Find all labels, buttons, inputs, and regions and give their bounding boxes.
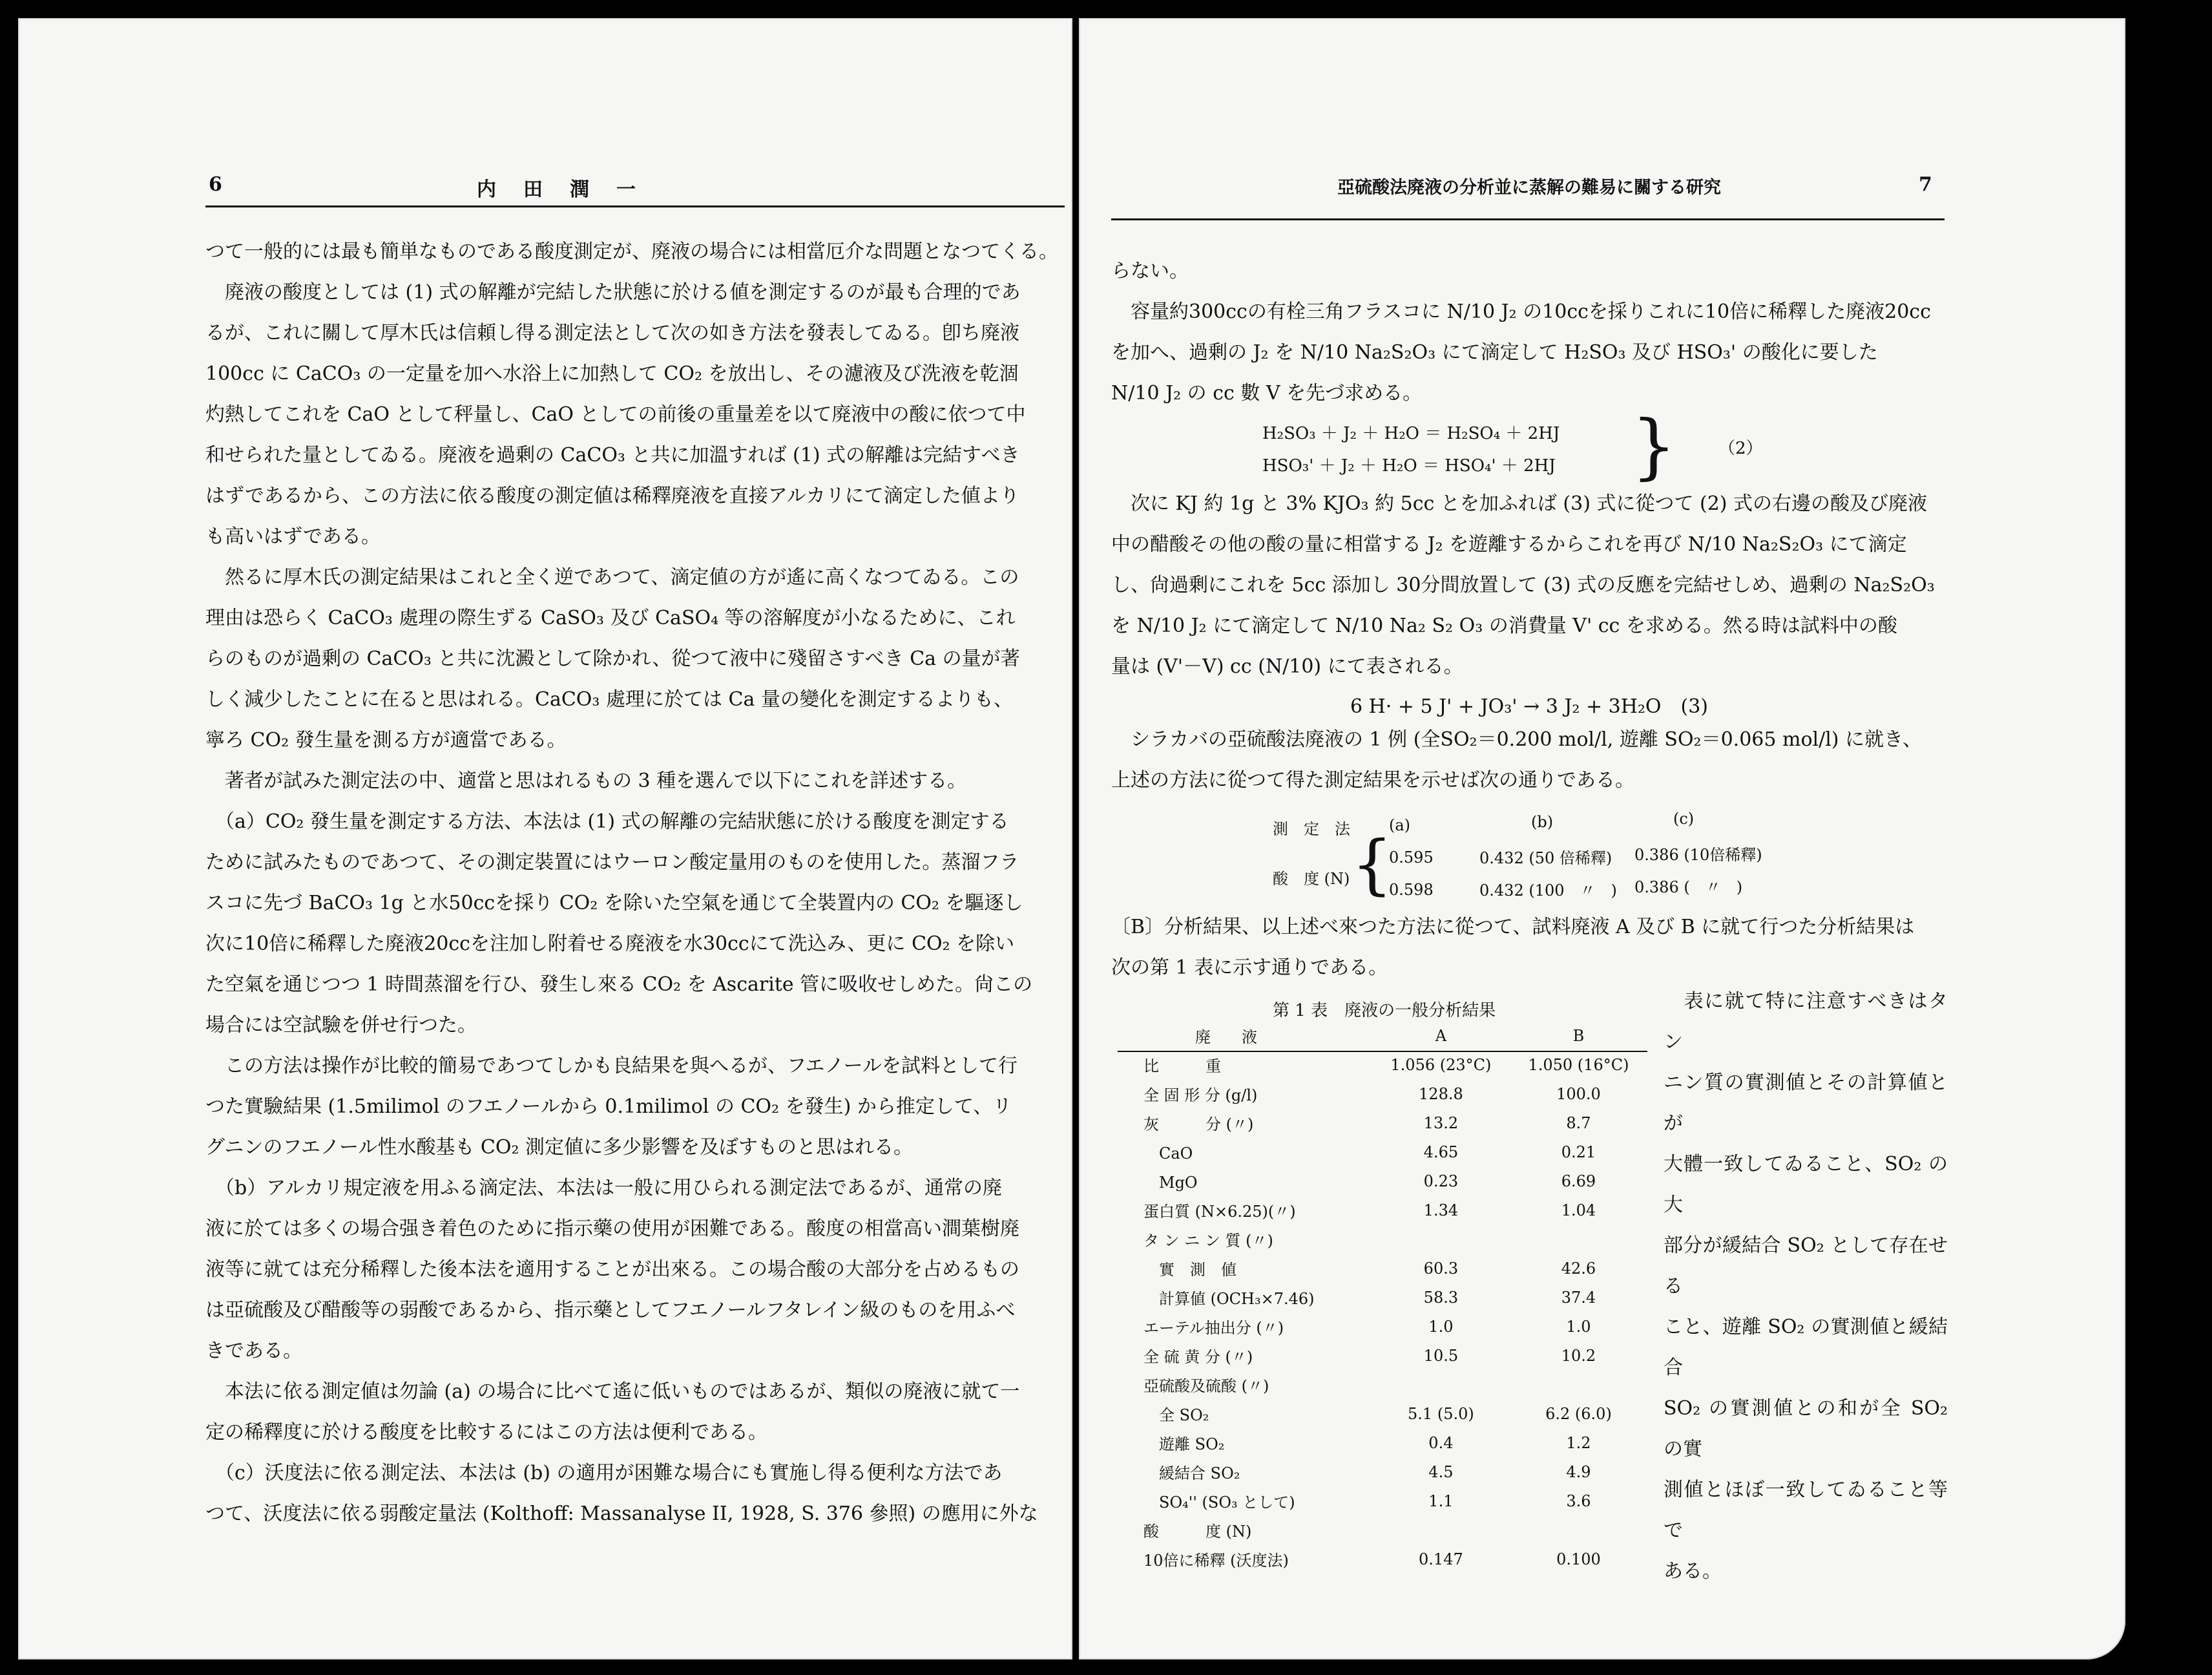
table-row — [1118, 1254, 1647, 1283]
table-row-label: 計算値 (OCH₃×7.46) — [1143, 1290, 1315, 1308]
table-cell: 13.2 — [1423, 1113, 1459, 1132]
table-row — [1118, 1341, 1647, 1370]
table-row — [1118, 1515, 1647, 1544]
table-row-label: 亞硫酸及硫酸 (〃) — [1143, 1377, 1269, 1395]
table-cell: 1.050 (16°C) — [1528, 1055, 1629, 1074]
table-cell: 6.2 (6.0) — [1545, 1404, 1612, 1423]
measurement-r1-c: 0.386 (10倍稀釋) — [1634, 846, 1762, 864]
right-body-text-mid — [1111, 483, 1945, 687]
table-cell: 100.0 — [1556, 1084, 1601, 1103]
table-cell — [1510, 1515, 1647, 1544]
right-mid-line: 中の醋酸その他の酸の量に相當する J₂ を遊離するからこれを再び N/10 Na₂S₂O₃ にて滴定 — [1111, 533, 1907, 556]
measurement-r1-b: 0.432 (50 倍稀釋) — [1479, 849, 1612, 867]
table-row — [1118, 1544, 1647, 1574]
table-cell: 1.2 — [1566, 1433, 1591, 1452]
left-body-line: つた實驗結果 (1.5milimol のフエノールから 0.1milimol の CO₂ を發生) から推定して、リ — [205, 1095, 1012, 1118]
left-body-line: るが、これに關して厚木氏は信頼し得る測定法として次の如き方法を發表してゐる。卽ち廃液 — [205, 322, 1019, 344]
left-body-line: 然るに厚木氏の測定結果はこれと全く逆であつて、滴定値の方が遙に高くなつてゐる。この — [205, 566, 1019, 589]
table-row-label: 實 測 値 — [1143, 1261, 1236, 1279]
table-header-cell: 廃 液 — [1195, 1028, 1257, 1046]
measurement-r2-a: 0.598 — [1389, 881, 1434, 899]
table-cell — [1510, 1370, 1647, 1399]
left-body-line: グニンのフエノール性水酸基も CO₂ 測定値に多少影響を及ぼすものと思はれる。 — [205, 1136, 913, 1159]
right-mid-line: を N/10 J₂ にて滴定して N/10 Na₂ S₂ O₃ の消費量 V' cc を求める。然る時は試料中の酸 — [1111, 615, 1897, 637]
table-row — [1118, 1370, 1647, 1399]
table-row-label: 緩結合 SO₂ — [1143, 1464, 1240, 1482]
table-cell: 5.1 (5.0) — [1408, 1404, 1474, 1423]
left-body-text — [205, 231, 1065, 1534]
right-page-number: 7 — [1919, 173, 1932, 196]
table-cell: 0.4 — [1428, 1433, 1454, 1452]
table-row — [1118, 1108, 1647, 1137]
table-header-cell: B — [1572, 1026, 1585, 1045]
table-cell: 10.5 — [1423, 1346, 1459, 1365]
measurement-col-a: (a) — [1389, 816, 1411, 834]
table-row — [1118, 1137, 1647, 1166]
right-body-text-result — [1111, 907, 1945, 988]
right-body-text-sample — [1111, 719, 1945, 801]
left-body-line: は亞硫酸及び醋酸等の弱酸であるから、指示藥としてフエノールフタレイン級のものを用ふべ — [205, 1299, 1016, 1322]
left-body-line: （a）CO₂ 發生量を測定する方法、本法は (1) 式の解離の完結狀態に於ける酸度を測定する — [205, 810, 1009, 833]
left-body-line: た空氣を通じつつ 1 時間蒸溜を行ひ、發生し來る CO₂ を Ascarite 管に吸收せしめた。尙この — [205, 973, 1033, 996]
table-row-label: 灰 分 (〃) — [1143, 1115, 1254, 1133]
table-cell: 3.6 — [1566, 1491, 1591, 1510]
table-cell: 4.65 — [1423, 1143, 1459, 1161]
measurement-r2-c: 0.386 ( 〃 ) — [1634, 878, 1743, 896]
table-cell: 0.100 — [1556, 1550, 1601, 1568]
equation-2-brace: } — [1631, 405, 1676, 487]
table-cell: 4.9 — [1566, 1462, 1591, 1481]
left-body-line: 液等に就ては充分稀釋した後本法を適用することが出來る。この場合酸の大部分を占めるもの — [205, 1258, 1019, 1281]
table-row-label: MgO — [1143, 1174, 1198, 1192]
table-header-cell: A — [1435, 1026, 1447, 1045]
left-body-line: つて、沃度法に依る弱酸定量法 (Kolthoff: Massanalyse II, 1928, S. 376 參照) の應用に外な — [205, 1502, 1038, 1525]
table-row — [1118, 1312, 1647, 1341]
table-side-note — [1664, 981, 1948, 1592]
left-body-line: 次に10倍に稀釋した廃液20ccを注加し附着せる廃液を水30ccにて洗込み、更に CO₂ を除い — [205, 932, 1015, 955]
right-mid-line: し、尙過剰にこれを 5cc 添加し 30分間放置して (3) 式の反應を完結せしめ、過剰の Na₂S₂O₃ — [1111, 574, 1935, 596]
table-row-label: 全 固 形 分 (g/l) — [1143, 1086, 1258, 1104]
right-top-line: N/10 J₂ の cc 數 V を先づ求める。 — [1111, 382, 1423, 405]
table-row — [1118, 1428, 1647, 1457]
right-body-text-top — [1111, 251, 1945, 414]
measurement-col-c: (c) — [1673, 810, 1695, 828]
left-body-line: （c）沃度法に依る測定法、本法は (b) の適用が困難な場合にも實施し得る便利な方法であ — [205, 1462, 1003, 1484]
side-note-line: 表に就て特に注意すべきはタン — [1664, 990, 1948, 1053]
left-body-line: 定の稀釋度に於ける酸度を比較するにはこの方法は便利である。 — [205, 1421, 767, 1444]
table-cell: 128.8 — [1419, 1084, 1463, 1103]
left-body-line: きである。 — [205, 1340, 302, 1362]
right-top-line: 容量約300ccの有栓三角フラスコに N/10 J₂ の10ccを採りこれに10倍に稀釋した廃液20cc — [1111, 300, 1931, 323]
right-result-line: 〔B〕分析結果、以上述べ來つた方法に從つて、試料廃液 A 及び B に就て行つた分析結果は — [1111, 916, 1915, 938]
table-header-row — [1118, 1021, 1647, 1050]
left-body-line: ために試みたものであつて、その測定裝置にはウーロン酸定量用のものを使用した。蒸溜フラ — [205, 851, 1019, 874]
left-running-header: 内 田 潤 一 — [477, 178, 640, 201]
side-note-line: 大體一致してゐること、SO₂ の大 — [1664, 1153, 1948, 1216]
left-body-line: 廃液の酸度としては (1) 式の解離が完結した狀態に於ける値を測定するのが最も合理的であ — [205, 281, 1021, 304]
right-top-line: らない。 — [1111, 260, 1189, 282]
table-cell: 8.7 — [1566, 1113, 1591, 1132]
table-row — [1118, 1196, 1647, 1225]
side-note-line: ある。 — [1664, 1560, 1722, 1583]
table-row — [1118, 1166, 1647, 1196]
left-body-line: 本法に依る測定値は勿論 (a) の場合に比べて遙に低いものではあるが、類似の廃液に就て一 — [205, 1380, 1020, 1403]
measurement-acid-label: 酸 度 (N) — [1273, 870, 1350, 888]
table-cell: 1.0 — [1428, 1317, 1454, 1336]
table-cell: 6.69 — [1561, 1172, 1596, 1190]
side-note-line: 部分が緩結合 SO₂ として存在せる — [1664, 1234, 1948, 1298]
measurement-brace: { — [1351, 827, 1393, 902]
table-row-label: タ ン ニ ン 質 (〃) — [1143, 1232, 1273, 1250]
left-page-number: 6 — [209, 173, 222, 196]
right-result-line: 次の第 1 表に示す通りである。 — [1111, 956, 1388, 979]
equation-3: 6 H· + 5 J' + JO₃' → 3 J₂ + 3H₂O (3) — [1350, 695, 1708, 718]
left-body-line: しく減少したことに在ると思はれる。CaCO₃ 處理に於ては Ca 量の變化を測定するよりも、 — [205, 688, 1013, 711]
left-body-line: はずであるから、この方法に依る酸度の測定値は稀釋廃液を直接アルカリにて滴定した値より — [205, 485, 1019, 507]
table-cell — [1372, 1515, 1510, 1544]
left-header-rule — [205, 205, 1065, 207]
analysis-table — [1118, 1021, 1647, 1574]
left-body-line: 液に於ては多くの場合强き着色のために指示藥の使用が困難である。酸度の相當高い澗葉樹廃 — [205, 1217, 1019, 1240]
left-body-line: この方法は操作が比較的簡易であつてしかも良結果を與へるが、フエノールを試料として行 — [205, 1055, 1017, 1077]
measurement-r2-b: 0.432 (100 〃 ) — [1479, 881, 1617, 900]
table-row-label: 10倍に稀釋 (沃度法) — [1143, 1552, 1289, 1570]
table-cell — [1510, 1225, 1647, 1254]
left-body-line: 寧ろ CO₂ 發生量を測る方が適當である。 — [205, 729, 567, 752]
right-mid-line: 次に KJ 約 1g と 3% KJO₃ 約 5cc とを加ふれば (3) 式に從つて (2) 式の右邊の酸及び廃液 — [1111, 492, 1928, 515]
measurement-method-label: 測 定 法 — [1273, 820, 1350, 838]
table-row — [1118, 1486, 1647, 1515]
side-note-line: ニン質の實測値とその計算値とが — [1664, 1071, 1948, 1135]
right-header-rule — [1111, 218, 1945, 220]
right-mid-line: 量は (V'－V) cc (N/10) にて表される。 — [1111, 655, 1463, 678]
equation-2-line-2: HSO₃' ＋ J₂ ＋ H₂O ＝ HSO₄' ＋ 2HJ — [1262, 456, 1556, 476]
table-cell: 1.04 — [1561, 1201, 1596, 1219]
table-cell — [1372, 1225, 1510, 1254]
side-note-line: 測値とほぼ一致してゐること等で — [1664, 1479, 1948, 1542]
table-title: 第 1 表 廃液の一般分析結果 — [1273, 1001, 1496, 1020]
table-cell: 60.3 — [1423, 1259, 1459, 1278]
left-body-line: らのものが過剰の CaCO₃ と共に沈澱として除かれ、從つて液中に殘留さすべき Ca の量が著 — [205, 648, 1020, 670]
table-cell: 10.2 — [1561, 1346, 1596, 1365]
table-row — [1118, 1283, 1647, 1312]
left-body-line: 100cc に CaCO₃ の一定量を加へ水浴上に加熱して CO₂ を放出し、その濾液及び洗液を乾涸 — [205, 363, 1019, 385]
table-row-label: 遊離 SO₂ — [1143, 1435, 1225, 1453]
side-note-line: こと、遊離 SO₂ の實測値と緩結合 — [1664, 1316, 1948, 1379]
right-top-line: を加へ、過剰の J₂ を N/10 Na₂S₂O₃ にて滴定して H₂SO₃ 及び HSO₃' の酸化に要した — [1111, 341, 1878, 364]
table-cell: 0.147 — [1419, 1550, 1463, 1568]
measurement-r1-a: 0.595 — [1389, 848, 1434, 867]
table-cell: 37.4 — [1561, 1288, 1596, 1307]
table-cell: 42.6 — [1561, 1259, 1596, 1278]
right-sample-line: シラカバの亞硫酸法廃液の 1 例 (全SO₂＝0.200 mol/l, 遊離 SO₂＝0.065 mol/l) に就き、 — [1111, 728, 1922, 751]
right-page — [1079, 18, 2125, 1659]
table-cell: 1.056 (23°C) — [1390, 1055, 1492, 1074]
left-body-line: も高いはずである。 — [205, 525, 381, 548]
table-row-label: 比 重 — [1143, 1057, 1221, 1075]
table-cell: 1.0 — [1566, 1317, 1591, 1336]
table-row — [1118, 1399, 1647, 1428]
table-row — [1118, 1050, 1647, 1079]
left-body-line: （b）アルカリ規定液を用ふる滴定法、本法は一般に用ひられる測定法であるが、通常の廃 — [205, 1177, 1003, 1199]
table-row-label: 全 SO₂ — [1143, 1406, 1209, 1424]
table-cell: 4.5 — [1428, 1462, 1454, 1481]
left-body-line: 灼熱してこれを CaO として秤量し、CaO としての前後の重量差を以て廃液中の酸に依つて中 — [205, 403, 1026, 426]
table-row-label: 全 硫 黄 分 (〃) — [1143, 1348, 1253, 1366]
left-body-line: つて一般的には最も簡単なものである酸度測定が、廃液の場合には相當厄介な問題となつてくる。 — [205, 240, 1058, 263]
equation-2-label: （2） — [1718, 439, 1763, 458]
table-cell: 58.3 — [1423, 1288, 1459, 1307]
table-cell — [1372, 1370, 1510, 1399]
table-cell: 0.21 — [1561, 1143, 1596, 1161]
equation-2-line-1: H₂SO₃ ＋ J₂ ＋ H₂O ＝ H₂SO₄ ＋ 2HJ — [1262, 424, 1560, 443]
table-row-label: 酸 度 (N) — [1143, 1522, 1252, 1541]
side-note-line: SO₂ の實測値との和が全 SO₂ の實 — [1664, 1397, 1948, 1460]
left-page — [18, 18, 1072, 1659]
table-cell: 1.34 — [1423, 1201, 1459, 1219]
left-body-line: 著者が試みた測定法の中、適當と思はれるもの 3 種を選んで以下にこれを詳述する。 — [205, 770, 967, 792]
left-body-line: 理由は恐らく CaCO₃ 處理の際生ずる CaSO₃ 及び CaSO₄ 等の溶解度が小なるために、これ — [205, 607, 1016, 629]
table-row — [1118, 1457, 1647, 1486]
table-cell: 0.23 — [1423, 1172, 1459, 1190]
table-row — [1118, 1079, 1647, 1108]
table-row-label: 蛋白質 (N×6.25)(〃) — [1143, 1203, 1296, 1221]
table-row — [1118, 1225, 1647, 1254]
table-row-label: SO₄'' (SO₃ として) — [1143, 1493, 1295, 1512]
table-row-label: エーテル抽出分 (〃) — [1143, 1319, 1284, 1337]
left-body-line: 和せられた量としてゐる。廃液を過剰の CaCO₃ と共に加溫すれば (1) 式の解離は完結すべき — [205, 444, 1020, 467]
measurement-col-b: (b) — [1531, 813, 1554, 831]
right-running-header: 亞硫酸法廃液の分析並に蒸解の難易に關する研究 — [1337, 178, 1721, 198]
right-sample-line: 上述の方法に從つて得た測定結果を示せば次の通りである。 — [1111, 769, 1634, 792]
table-row-label: CaO — [1143, 1144, 1193, 1163]
left-body-line: 場合には空試驗を併せ行つた。 — [205, 1014, 477, 1037]
table-cell: 1.1 — [1428, 1491, 1454, 1510]
left-body-line: スコに先づ BaCO₃ 1g と水50ccを採り CO₂ を除いた空氣を通じて全裝置内の CO₂ を驅逐し — [205, 892, 1023, 914]
